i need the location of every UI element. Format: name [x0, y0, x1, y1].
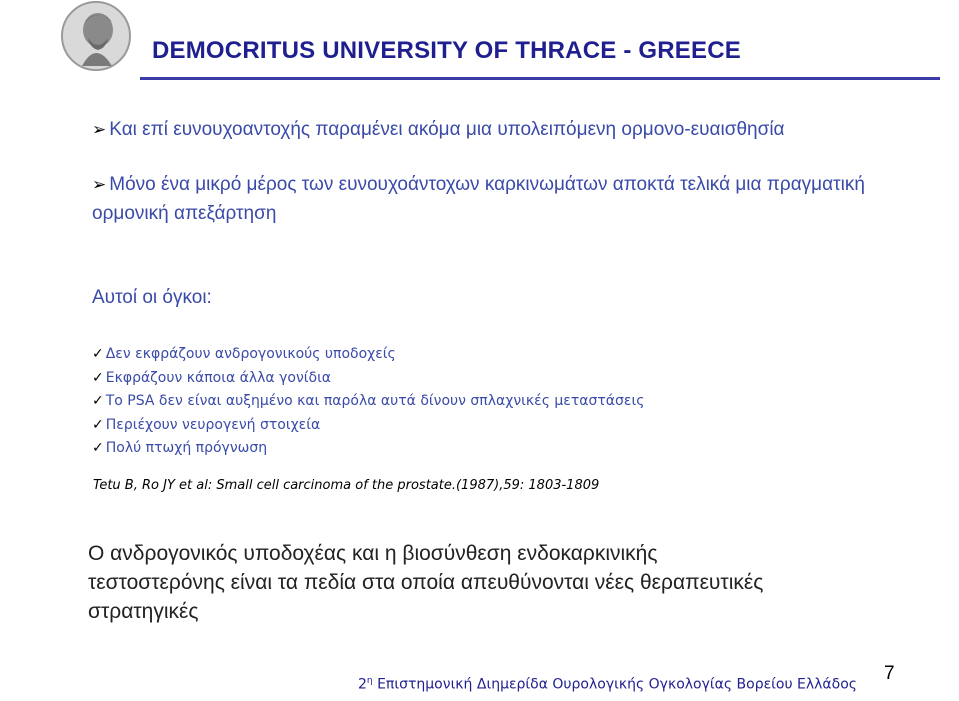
main-bullet-item [92, 170, 912, 228]
checkmark-icon: ✓ [92, 346, 104, 362]
main-bullet-item [92, 115, 912, 144]
checklist-item [92, 367, 644, 391]
conclusion-text: Ο ανδρογονικός υποδοχέας και η βιοσύνθεση ενδοκαρκινικής τεστοστερόνης είναι τα πεδία στα οποία απευθύνονται νέες θεραπευτικές στρατηγικές [88, 542, 764, 623]
section-label: Αυτοί οι όγκοι: [92, 287, 212, 308]
checkmark-icon: ✓ [92, 393, 104, 409]
arrow-bullet-icon: ➢ [92, 175, 107, 194]
checklist-text: Δεν εκφράζουν ανδρογονικούς υποδοχείς [105, 346, 396, 362]
checkmark-icon: ✓ [92, 440, 104, 456]
footer-conference [358, 676, 857, 693]
main-bullet-text: Και επί ευνουχοαντοχής παραμένει ακόμα μια υπολειπόμενη ορμονο-ευαισθησία [109, 119, 785, 140]
reference-citation: Tetu B, Ro JY et al: Small cell carcinoma of the prostate.(1987),59: 1803-1809 [93, 478, 600, 493]
checkmark-icon: ✓ [92, 416, 104, 433]
page-number: 7 [884, 663, 895, 684]
footer-ordinal: 2 [358, 676, 367, 693]
checklist-text: Το PSA δεν είναι αυξημένο και παρόλα αυτά δίνουν σπλαχνικές μεταστάσεις [105, 393, 645, 409]
checklist-text: Περιέχουν νευρογενή στοιχεία [105, 416, 321, 433]
democritus-bust-logo-icon [60, 0, 132, 72]
footer-superscript: η [366, 676, 373, 686]
checklist-item [92, 343, 644, 367]
header-title: DEMOCRITUS UNIVERSITY OF THRACE - GREECE [152, 37, 741, 64]
footer-text: Επιστημονική Διημερίδα Ουρολογικής Ογκολογίας Βορείου Ελλάδος [372, 676, 858, 693]
checklist-item [92, 390, 644, 414]
checklist-item [92, 437, 644, 461]
header-divider [140, 77, 940, 80]
main-bullet-text: Μόνο ένα μικρό μέρος των ευνουχοάντοχων καρκινωμάτων αποκτά τελικά μια πραγματική ορμονική απεξάρτηση [92, 174, 865, 224]
arrow-bullet-icon: ➢ [92, 120, 107, 139]
checklist-item [92, 414, 644, 438]
checklist-text: Πολύ πτωχή πρόγνωση [105, 440, 268, 456]
checklist-text: Εκφράζουν κάποια άλλα γονίδια [105, 369, 332, 386]
main-bullet-list [92, 115, 912, 254]
checklist [92, 343, 644, 461]
checkmark-icon: ✓ [92, 369, 104, 386]
